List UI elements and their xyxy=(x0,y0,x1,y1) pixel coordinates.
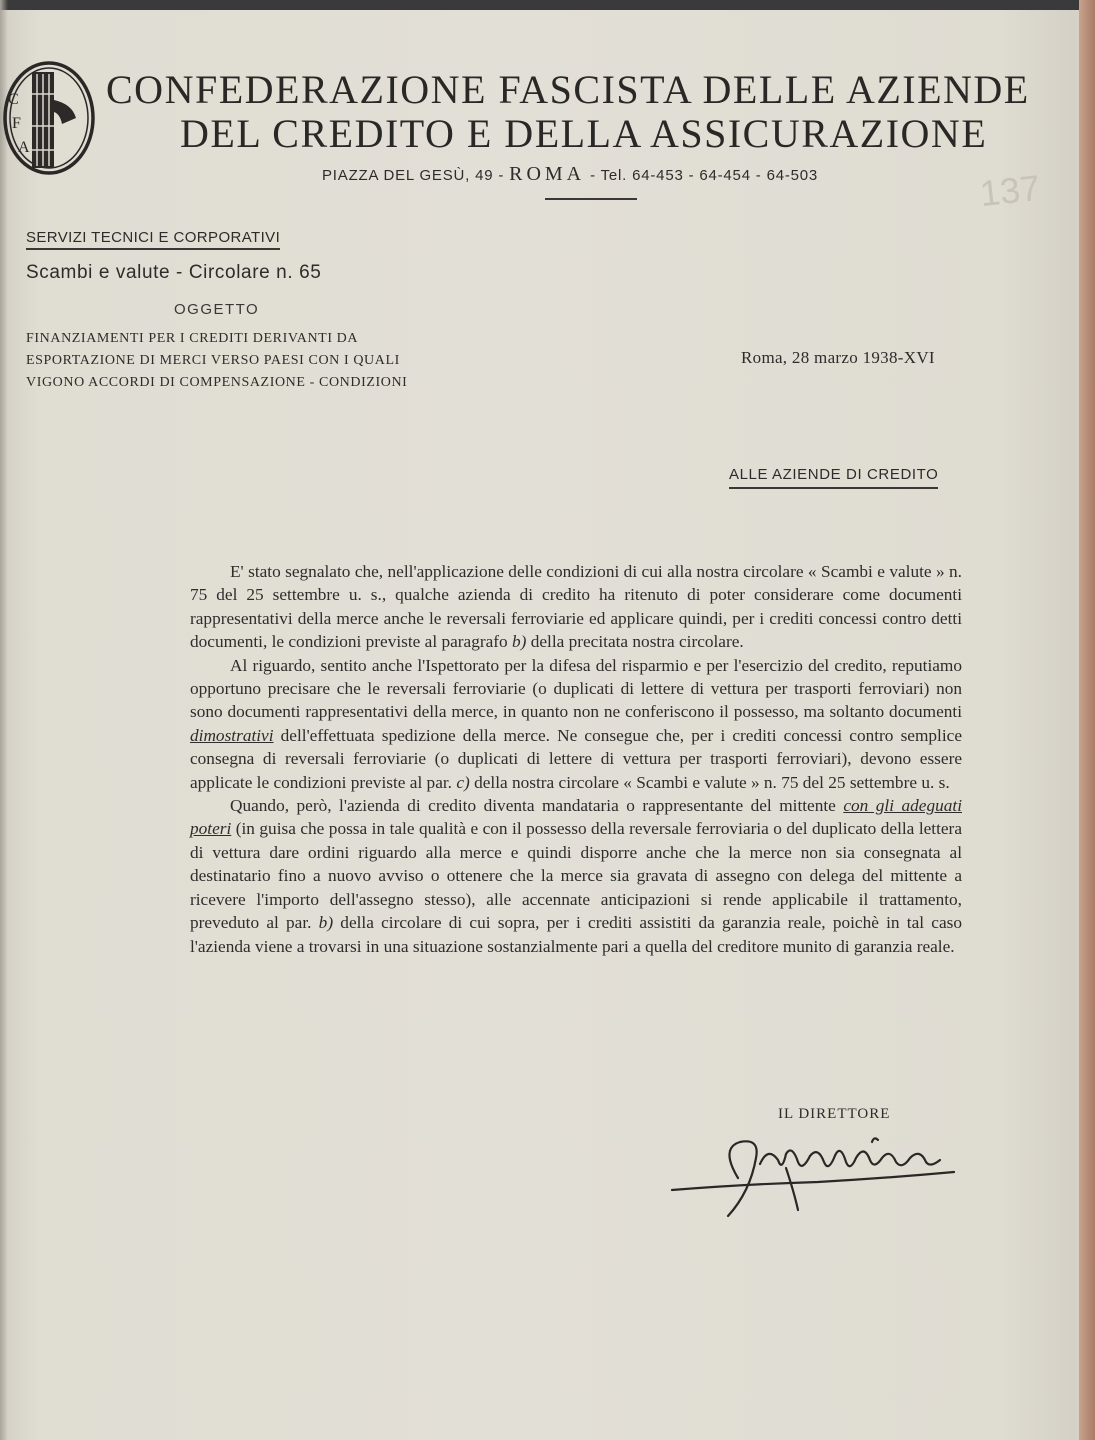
letter-body xyxy=(190,560,962,958)
body-italic-ref: c) xyxy=(456,772,470,792)
scan-binding-shadow xyxy=(0,0,8,1440)
body-text-run: della precitata nostra circolare. xyxy=(526,632,744,652)
body-italic-ref: b) xyxy=(318,913,334,933)
address-street: PIAZZA DEL GESÙ, 49 - xyxy=(322,167,510,184)
address-line xyxy=(322,163,818,186)
director-signature xyxy=(668,1132,964,1222)
body-text-run: Quando, però, l'azienda di credito diventa mandataria o rappresentante del mittente xyxy=(230,796,844,816)
body-text-run: della nostra circolare « Scambi e valute » n. 75 del 25 settembre u. s. xyxy=(469,772,950,792)
body-italic-ref: b) xyxy=(511,632,527,652)
body-paragraph-2 xyxy=(190,654,962,794)
body-text-run: della circolare di cui sopra, per i crediti assistiti da garanzia reale, poichè in tal caso l'azienda viene a trovarsi in una situazione sostanzialmente pari a quella del creditore munito di garanzia reale. xyxy=(190,913,962,956)
logo-initial-c: C xyxy=(8,91,19,108)
body-text-run: Al riguardo, sentito anche l'Ispettorato per la difesa del risparmio e per l'esercizio del credito, reputiamo opportuno precisare che le reversali ferroviarie (o duplicati di lettere di vettura per trasporti ferroviari) non sono documenti rappresentativi della merce, in quanto non ne conferiscono il possesso, ma soltanto documenti xyxy=(190,655,962,722)
subject-text: FINANZIAMENTI PER I CREDITI DERIVANTI DA ESPORTAZIONE DI MERCI VERSO PAESI CON I QUALI VIGONO ACCORDI DI COMPENSAZIONE - CONDIZIONI xyxy=(26,331,408,390)
scan-right-edge xyxy=(1079,0,1095,1440)
letter-date: Roma, 28 marzo 1938-XVI xyxy=(741,348,935,367)
recipient-heading: ALLE AZIENDE DI CREDITO xyxy=(729,466,938,489)
address-city: ROMA xyxy=(509,163,586,185)
organization-name-line-2: DEL CREDITO E DELLA ASSICURAZIONE xyxy=(180,111,988,156)
circular-reference: Scambi e valute - Circolare n. 65 xyxy=(26,262,322,283)
logo-initial-a: A xyxy=(18,139,30,156)
address-phones: - Tel. 64-453 - 64-454 - 64-503 xyxy=(585,167,819,184)
organization-name-line-1: CONFEDERAZIONE FASCISTA DELLE AZIENDE xyxy=(106,67,1030,112)
body-text-run: E' stato segnalato che, nell'applicazione delle condizioni di cui alla nostra circolare « Scambi e valute » n. 75 del 25 settembre u. s., qualche azienda di credito ha ritenuto di poter considerare come documenti rappresentativi della merce anche le reversali ferroviarie ed applicare quindi, per i crediti concessi contro detti documenti, le condizioni previste al paragrafo xyxy=(190,562,962,652)
department-heading: SERVIZI TECNICI E CORPORATIVI xyxy=(26,229,280,250)
page-annotation: 137 xyxy=(977,166,1043,215)
body-italic-term: con gli adeguati poteri xyxy=(190,796,962,839)
body-text-run: dell'effettuata spedizione della merce. Ne consegue che, per i crediti concessi contro semplice consegna di reversali ferroviarie (o duplicati di lettere di vettura per trasporti ferroviari), devono essere applicate le condizioni previste al par. xyxy=(190,725,962,792)
body-paragraph-3 xyxy=(190,794,962,958)
signoff-title: IL DIRETTORE xyxy=(778,1106,891,1122)
logo-initial-f: F xyxy=(12,115,21,132)
body-text-run: (in guisa che possa in tale qualità e con il possesso della reversale ferroviaria o del duplicato della lettera di vettura dare ordini riguardo alla merce e quindi disporre anche che la merce non sia consegnata al destinatario fino a nuovo avviso o ottenere che la merce sia gravata di assegno con delega del mittente a ricevere l'importo dell'assegno stesso), alle accennate anticipazioni si rende applicabile il trattamento, preveduto al par. xyxy=(190,819,962,933)
confederation-logo-icon xyxy=(2,60,96,176)
scan-top-edge xyxy=(0,0,1095,10)
subject-label: OGGETTO xyxy=(174,301,260,318)
address-underline xyxy=(545,198,637,200)
body-paragraph-1 xyxy=(190,560,962,654)
body-italic-term: dimostrativi xyxy=(190,725,274,745)
